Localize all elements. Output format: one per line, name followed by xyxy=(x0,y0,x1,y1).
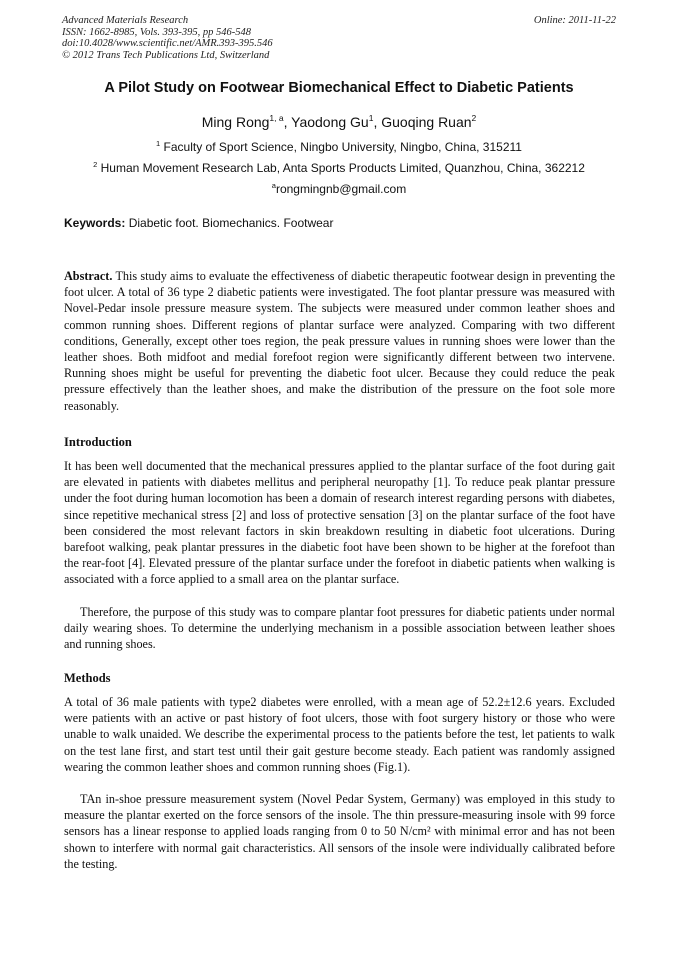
affiliation-text: Human Movement Research Lab, Anta Sports Products Limited, Quanzhou, China, 362212 xyxy=(100,161,585,175)
author-email: rongmingnb@gmail.com xyxy=(275,182,407,196)
methods-paragraph-2: TAn in-shoe pressure measurement system (Novel Pedar System, Germany) was employed in this study to measure the plantar exerted on the force sensors of the insole. The thin pressure-measuring insole with 99 force sensors has a linear response to applied loads ranging from 0 to 50 N/cm² with minimal error and has not been shown to interfere with normal gait characteristics. All sensors of the insole were individually calibrated before the testing. xyxy=(64,792,615,871)
abstract xyxy=(64,268,615,414)
author-sup: 1, a xyxy=(269,113,284,123)
methods-paragraph-1: A total of 36 male patients with type2 diabetes were enrolled, with a mean age of 52.2±12.6 years. Excluded were patients with an active or past history of foot ulcers, those with foot surgery history or those who were unable to walk unaided. We describe the experimental process to the patients before the test, let patients to walk on the test lane first, and start test until their gait gesture become steady. Each patient was randomly assigned wearing the common leather shoes and common running shoes (Fig.1). xyxy=(64,695,615,774)
keywords-text: Diabetic foot. Biomechanics. Footwear xyxy=(128,216,334,230)
abstract-label: Abstract. xyxy=(64,269,113,283)
author-sup: 2 xyxy=(471,113,477,123)
keywords xyxy=(64,216,333,230)
introduction-paragraph-1: It has been well documented that the mechanical pressures applied to the plantar surface of the foot during gait are elevated in patients with diabetes mellitus and peripheral neuropathy [1]. To reduce peak plantar pressure under the foot during human locomotion has been a domain of research interest regarding persons with diabetes, since repetitive mechanical stress [2] and loss of protective sensation [3] on the plantar surface of the foot have been considered the most relevant factors in skin breakdown resulting in diabetic foot ulcerations. During barefoot walking, peak plantar pressures in the diabetic foot have been shown to be higher at the forefoot than the rear-foot [4]. Elevated pressure of the plantar surface under the forefoot in diabetic patients when walking is associated with a force applied to a small area on the plantar surface. xyxy=(64,459,615,587)
author-name: Ming Rong xyxy=(201,114,270,130)
keywords-label: Keywords: xyxy=(64,216,126,230)
affiliation-text: Faculty of Sport Science, Ningbo University, Ningbo, China, 315211 xyxy=(163,140,522,154)
author-name: Yaodong Gu xyxy=(291,114,369,130)
affiliation-sup: a xyxy=(271,181,276,190)
journal-header xyxy=(62,15,616,61)
introduction-paragraph-2: Therefore, the purpose of this study was to compare plantar foot pressures for diabetic patients under normal daily wearing shoes. To determine the underlying mechanism in a possible association between leather shoes and running shoes. xyxy=(64,605,615,652)
methods-heading: Methods xyxy=(64,671,111,685)
journal-name: Advanced Materials Research xyxy=(62,15,189,26)
abstract-text: This study aims to evaluate the effectiveness of diabetic therapeutic footwear design in preventing the foot ulcer. A total of 36 type 2 diabetic patients were investigated. The foot plantar pressure was measured with Novel-Pedar insole pressure measure system. The subjects were measured under common leather shoes and common running shoes. Different regions of plantar surface were analyzed. Comparing with two different conditions, Generally, except other toes region, the peak pressure values in running shoes were lower than the leather shoes. Both midfoot and medial forefoot region were significantly different between two intervene. Running shoes might be useful for preventing the diabetic foot ulcer. Because they could reduce the peak pressure effectively than the leather shoes, and make the distribution of the pressure on the foot sole more reasonably. xyxy=(64,269,616,413)
affiliation-sup: 2 xyxy=(93,160,98,169)
author-list: Ming Rong$^{1, a}$, Yaodong Gu$^1$, Guoqing Ruan$^2$ xyxy=(201,113,477,130)
introduction-heading: Introduction xyxy=(64,435,132,449)
affiliation-sup: 1 xyxy=(156,139,161,148)
paper-title: A Pilot Study on Footwear Biomechanical Effect to Diabetic Patients xyxy=(104,80,574,96)
issn-line: ISSN: 1662-8985, Vols. 393-395, pp 546-548 xyxy=(62,26,251,38)
author-sup: 1 xyxy=(368,113,374,123)
affiliation-2 xyxy=(40,160,638,175)
affiliation-email xyxy=(40,181,638,196)
affiliation-1 xyxy=(40,139,638,154)
copyright-line: © 2012 Trans Tech Publications Ltd, Switzerland xyxy=(62,49,270,61)
doi-line: doi:10.4028/www.scientific.net/AMR.393-395.546 xyxy=(62,38,273,50)
online-date: Online: 2011-11-22 xyxy=(533,15,616,26)
author-name: Guoqing Ruan xyxy=(381,114,472,130)
